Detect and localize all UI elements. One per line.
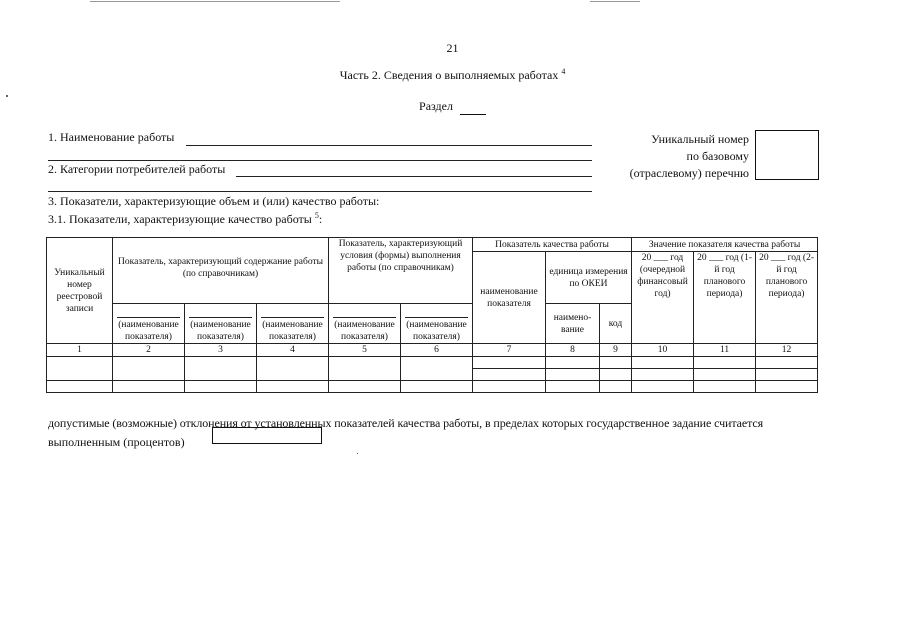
top-edge-line-left	[90, 1, 340, 2]
work-name-line	[186, 145, 592, 146]
subindicator-5-label: (наименование показателя)	[405, 317, 468, 343]
table-cell[interactable]	[113, 381, 185, 393]
top-edge-line-right	[590, 1, 640, 2]
allowed-deviation-line-1: допустимые (возможные) отклонения от установленных показателей качества работы, в пределах которых государственное задание считается	[48, 416, 764, 430]
section-blank	[460, 99, 486, 115]
table-cell[interactable]	[546, 381, 600, 393]
table-cell[interactable]	[632, 357, 694, 369]
table-cell[interactable]	[329, 357, 401, 381]
column-number: 9	[600, 344, 632, 357]
subindicator-3-label: (наименование показателя)	[261, 317, 324, 343]
quality-indicators-text: 3.1. Показатели, характеризующие качество работы	[48, 212, 312, 226]
table-cell[interactable]	[47, 381, 113, 393]
header-conditions-indicator: Показатель, характеризующий условия (формы) выполнения работы (по справочникам)	[329, 238, 473, 304]
column-number: 1	[47, 344, 113, 357]
header-unique-record: Уникальный номер реестровой записи	[47, 238, 113, 344]
subindicator-1-label: (наименование показателя)	[117, 317, 180, 343]
header-year-1: 20 ___ год (очередной финансовый год)	[632, 252, 694, 344]
header-subindicator-3	[257, 304, 329, 344]
column-number: 5	[329, 344, 401, 357]
consumer-categories-label: 2. Категории потребителей работы	[48, 162, 226, 176]
table-cell[interactable]	[185, 357, 257, 381]
column-number-row	[47, 344, 818, 357]
column-number: 10	[632, 344, 694, 357]
header-quality-value: Значение показателя качества работы	[632, 238, 818, 252]
table-row	[47, 381, 818, 393]
header-year-3: 20 ___ год (2-й год планового периода)	[756, 252, 818, 344]
table-cell[interactable]	[401, 381, 473, 393]
header-okei-name: наимено-вание	[546, 304, 600, 344]
column-number: 7	[473, 344, 546, 357]
table-cell[interactable]	[47, 357, 113, 381]
header-indicator-name: наименование показателя	[473, 252, 546, 344]
allowed-deviation-text	[48, 416, 763, 450]
table-cell[interactable]	[756, 357, 818, 369]
header-subindicator-1	[113, 304, 185, 344]
allowed-deviation-input-box[interactable]	[212, 427, 322, 444]
scan-dot	[357, 453, 358, 454]
table-cell[interactable]	[694, 369, 756, 381]
column-number: 2	[113, 344, 185, 357]
table-cell[interactable]	[401, 357, 473, 381]
table-cell[interactable]	[600, 369, 632, 381]
table-cell[interactable]	[473, 381, 546, 393]
header-okei-unit: единица измерения по ОКЕИ	[546, 252, 632, 304]
indicators-label: 3. Показатели, характеризующие объем и (или) качество работы:	[48, 194, 380, 208]
table-row	[47, 357, 818, 369]
quality-indicators-footnote: 5	[314, 211, 319, 220]
header-subindicator-4	[329, 304, 401, 344]
page-number: 21	[446, 41, 459, 55]
subindicator-4-label: (наименование показателя)	[333, 317, 396, 343]
table-cell[interactable]	[113, 357, 185, 381]
column-number: 6	[401, 344, 473, 357]
table-cell[interactable]	[473, 357, 546, 369]
unique-number-input-box[interactable]	[755, 130, 819, 180]
header-year-2: 20 ___ год (1-й год планового периода)	[694, 252, 756, 344]
table-cell[interactable]	[257, 381, 329, 393]
column-number: 11	[694, 344, 756, 357]
table-cell[interactable]	[600, 381, 632, 393]
header-subindicator-5	[401, 304, 473, 344]
consumer-categories-line	[236, 176, 592, 177]
quality-indicators-table	[46, 237, 818, 393]
subindicator-2-label: (наименование показателя)	[189, 317, 252, 343]
allowed-deviation-line-2: выполненным (процентов)	[48, 435, 185, 449]
quality-indicators-label	[48, 211, 322, 227]
table-cell[interactable]	[632, 381, 694, 393]
header-okei-code: код	[600, 304, 632, 344]
header-quality-indicator: Показатель качества работы	[473, 238, 632, 252]
part-title-text: Часть 2. Сведения о выполняемых работах	[339, 68, 559, 82]
table-cell[interactable]	[546, 369, 600, 381]
table-cell[interactable]	[756, 381, 818, 393]
table-cell[interactable]	[756, 369, 818, 381]
work-name-label: 1. Наименование работы	[48, 130, 175, 144]
part-title-footnote: 4	[561, 67, 566, 76]
table-cell[interactable]	[257, 357, 329, 381]
quality-indicators-suffix: :	[318, 212, 323, 226]
section-label: Раздел	[419, 99, 453, 113]
header-content-indicator: Показатель, характеризующий содержание работы (по справочникам)	[113, 238, 329, 304]
unique-number-label-1: Уникальный номер	[651, 132, 749, 146]
table-cell[interactable]	[546, 357, 600, 369]
part-title	[0, 67, 905, 83]
unique-number-label-3: (отраслевому) перечню	[629, 166, 749, 180]
table-cell[interactable]	[600, 357, 632, 369]
table-cell[interactable]	[694, 381, 756, 393]
column-number: 12	[756, 344, 818, 357]
table-cell[interactable]	[632, 369, 694, 381]
column-number: 4	[257, 344, 329, 357]
column-number: 8	[546, 344, 600, 357]
table-cell[interactable]	[185, 381, 257, 393]
work-name-line-2	[48, 160, 592, 161]
column-number: 3	[185, 344, 257, 357]
header-subindicator-2	[185, 304, 257, 344]
table-cell[interactable]	[473, 369, 546, 381]
table-cell[interactable]	[329, 381, 401, 393]
table-cell[interactable]	[694, 357, 756, 369]
unique-number-label-2: по базовому	[686, 149, 749, 163]
consumer-categories-line-2	[48, 191, 592, 192]
scan-dot	[6, 95, 8, 97]
section-heading	[0, 99, 905, 115]
